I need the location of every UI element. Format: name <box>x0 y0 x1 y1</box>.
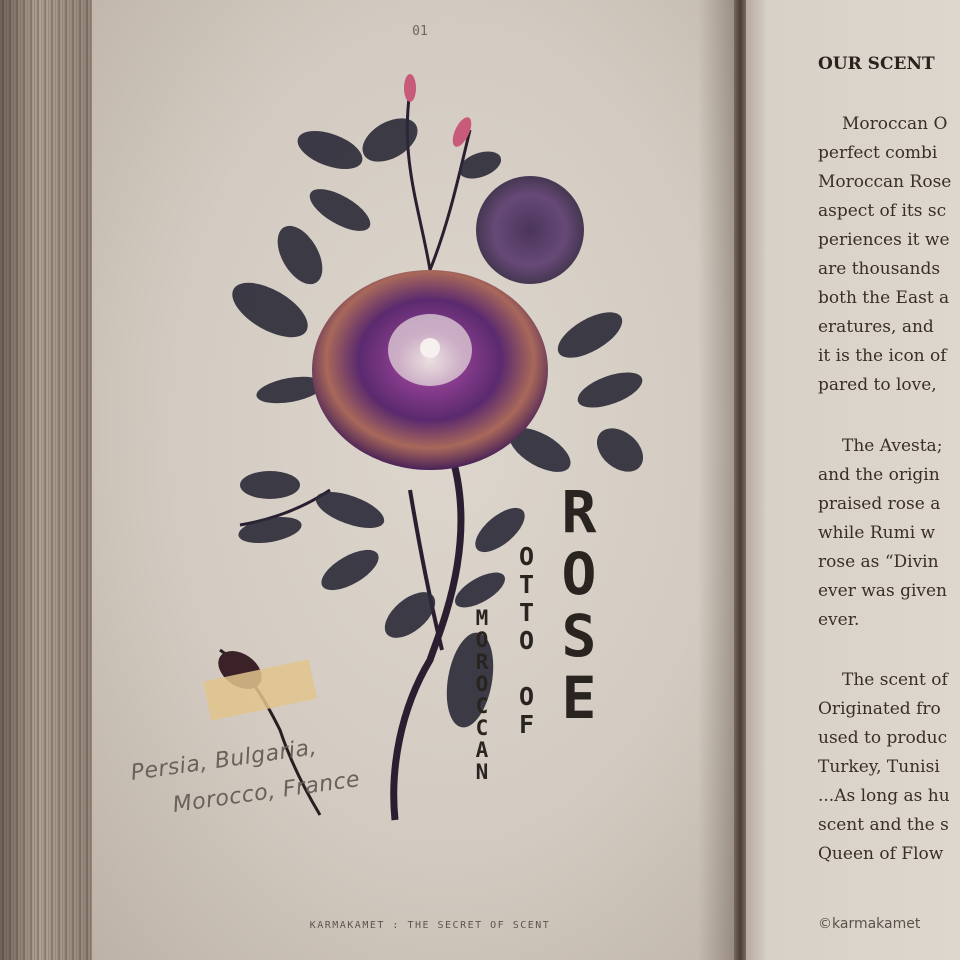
text-line: both the East a <box>818 288 950 308</box>
vertical-title-otto-of: OTTO OF <box>512 542 541 738</box>
text-line: while Rumi w <box>818 523 936 543</box>
text-line: periences it we <box>818 230 950 250</box>
text-line: rose as “Divin <box>818 552 939 572</box>
text-line: The Avesta; <box>842 436 943 456</box>
text-line: Moroccan Rose <box>818 172 952 192</box>
copyright-mark: ©karmakamet <box>818 916 921 932</box>
page-footer: KARMAKAMET : THE SECRET OF SCENT <box>309 920 551 931</box>
text-line: eratures, and <box>818 317 934 337</box>
text-line: used to produc <box>818 728 948 748</box>
text-line: ever was given <box>818 581 948 601</box>
text-line: scent and the s <box>818 815 949 835</box>
handwritten-note-line-2: Morocco, France <box>171 766 362 819</box>
text-line: praised rose a <box>818 494 941 514</box>
text-line: ever. <box>818 610 860 630</box>
text-line: and the origin <box>818 465 940 485</box>
page-number: 01 <box>412 24 428 39</box>
text-line: Turkey, Tunisi <box>818 757 940 777</box>
handwritten-note-line-1: Persia, Bulgaria, <box>129 735 319 786</box>
text-line: ...As long as hu <box>818 786 950 806</box>
text-line: pared to love, <box>818 375 937 395</box>
right-page-text <box>818 0 960 960</box>
text-line: Originated fro <box>818 699 941 719</box>
text-line: The scent of <box>842 670 948 690</box>
vertical-title-rose: ROSE <box>545 478 613 726</box>
section-heading: OUR SCENT <box>818 54 935 74</box>
text-line: Queen of Flow <box>818 844 944 864</box>
vertical-title-moroccan: MOROCCAN <box>470 606 494 782</box>
page-edges-shadow <box>0 0 96 960</box>
text-line: Moroccan O <box>842 114 948 134</box>
text-line: aspect of its sc <box>818 201 947 221</box>
rose-illustration <box>180 70 680 850</box>
text-line: are thousands <box>818 259 941 279</box>
text-line: it is the icon of <box>818 346 947 366</box>
text-line: perfect combi <box>818 143 938 163</box>
